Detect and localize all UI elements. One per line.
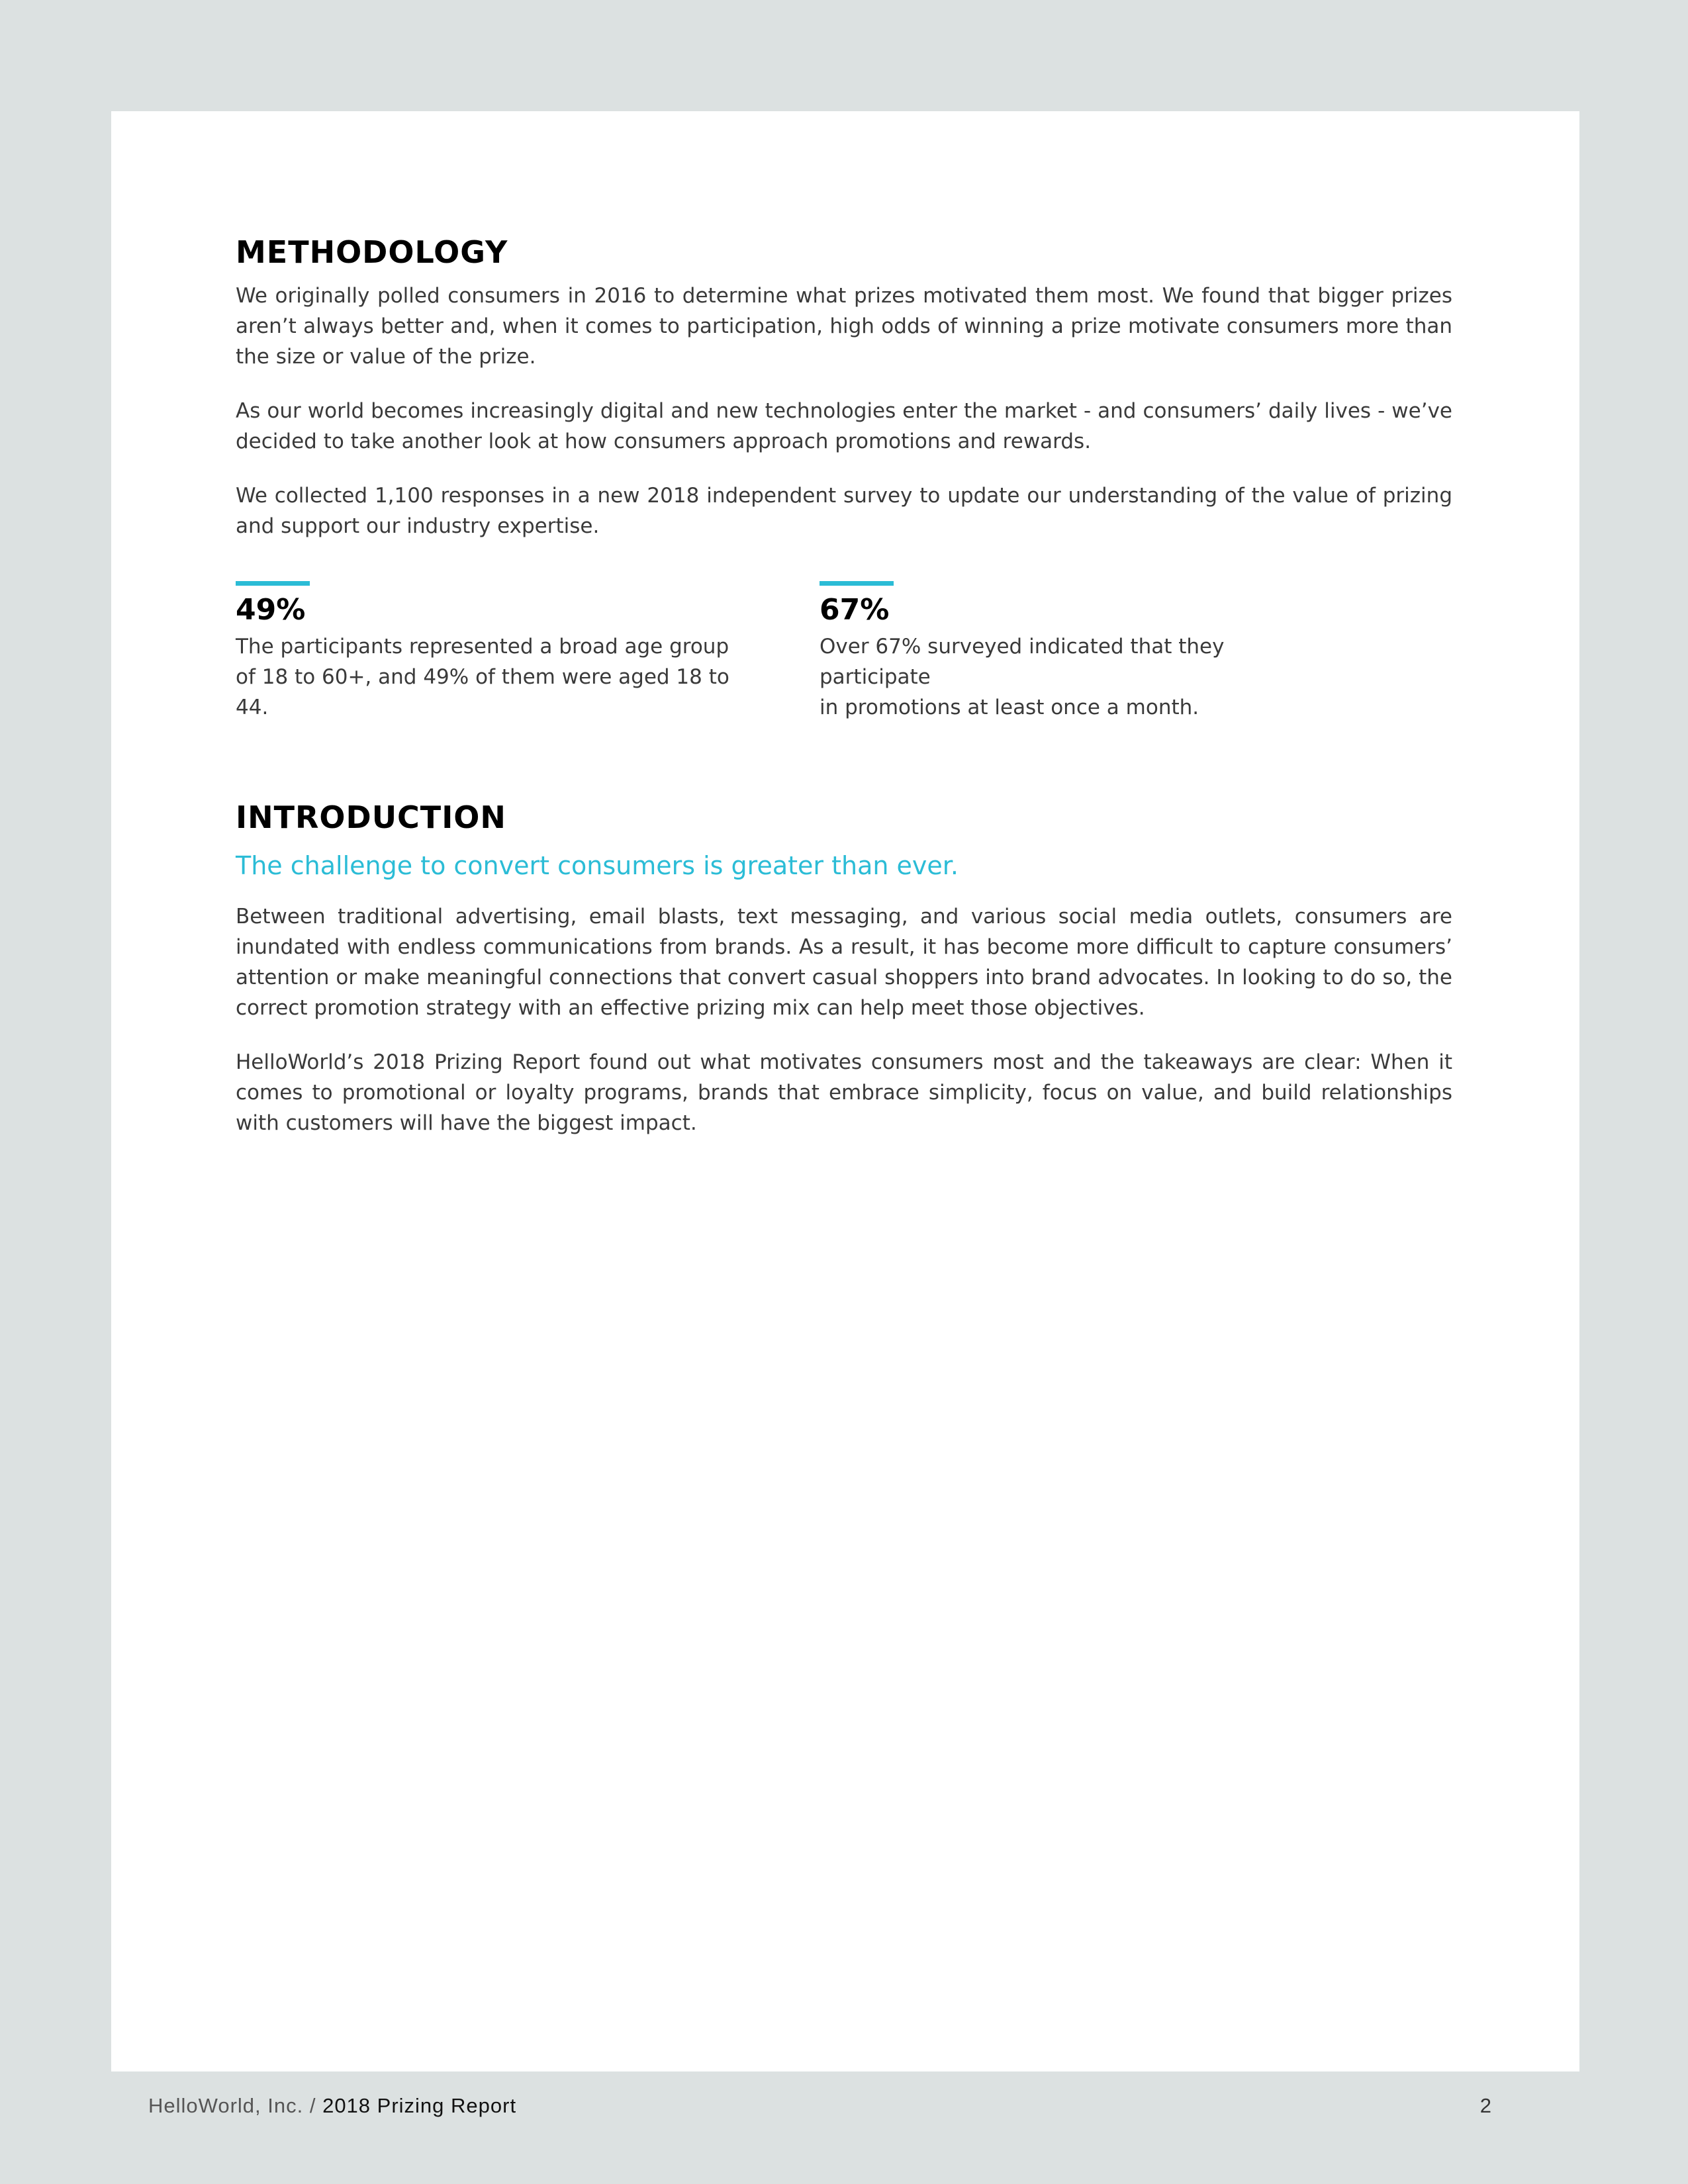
methodology-paragraph-1: We originally polled consumers in 2016 to determine what prizes motivated them most. We found that bigger prizes aren’t always better and, when it comes to participation, high odds of winning a prize motivate consumers more than the size or value of the prize. — [236, 284, 1452, 369]
introduction-heading: INTRODUCTION — [236, 799, 506, 835]
introduction-paragraph-2: HelloWorld’s 2018 Prizing Report found out what motivates consumers most and the takeaways are clear: When it comes to promotional or loyalty programs, brands that embrace simplicity, focus on value, and build relationships with customers will have the biggest impact. — [236, 1050, 1452, 1135]
stat-description-line-2: of 18 to 60+, and 49% of them were aged 18 to 44. — [236, 665, 729, 719]
stats-row — [236, 581, 1452, 723]
stat-description-line-2: in promotions at least once a month. — [820, 696, 1199, 719]
stat-description-line-1: Over 67% surveyed indicated that they participate — [820, 635, 1225, 689]
stat-value: 49% — [236, 593, 306, 627]
page-number: 2 — [1479, 2094, 1492, 2117]
footer-report-label — [148, 2094, 516, 2118]
footer-company: HelloWorld, Inc. / — [148, 2094, 323, 2117]
stat-description-line-1: The participants represented a broad age group — [236, 635, 729, 659]
page-content — [236, 234, 1452, 1138]
stat-description — [820, 631, 1336, 723]
stat-block-age — [236, 581, 752, 723]
document-page — [111, 111, 1579, 2071]
introduction-paragraph-1: Between traditional advertising, email blasts, text messaging, and various social media outlets, consumers are inundated with endless communications from brands. As a result, it has become more difficult to capture consumers’ attention or make meaningful connections that convert casual shoppers into brand advocates. In looking to do so, the correct promotion strategy with an effective prizing mix can help meet those objectives. — [236, 904, 1452, 1020]
stat-accent-bar — [820, 581, 894, 586]
stat-block-frequency — [820, 581, 1336, 723]
methodology-paragraph-2: As our world becomes increasingly digital and new technologies enter the market - and consumers’ daily lives - we’ve decided to take another look at how consumers approach promotions and rewards. — [236, 399, 1452, 453]
footer-report-title: 2018 Prizing Report — [322, 2094, 517, 2117]
stat-value: 67% — [820, 593, 890, 627]
methodology-paragraph-3: We collected 1,100 responses in a new 2018 independent survey to update our understanding of the value of prizing and support our industry expertise. — [236, 484, 1452, 538]
methodology-heading: METHODOLOGY — [236, 234, 508, 270]
introduction-subtitle: The challenge to convert consumers is greater than ever. — [236, 851, 959, 880]
stat-description — [236, 631, 752, 723]
stat-accent-bar — [236, 581, 310, 586]
page-footer — [148, 2094, 1492, 2118]
